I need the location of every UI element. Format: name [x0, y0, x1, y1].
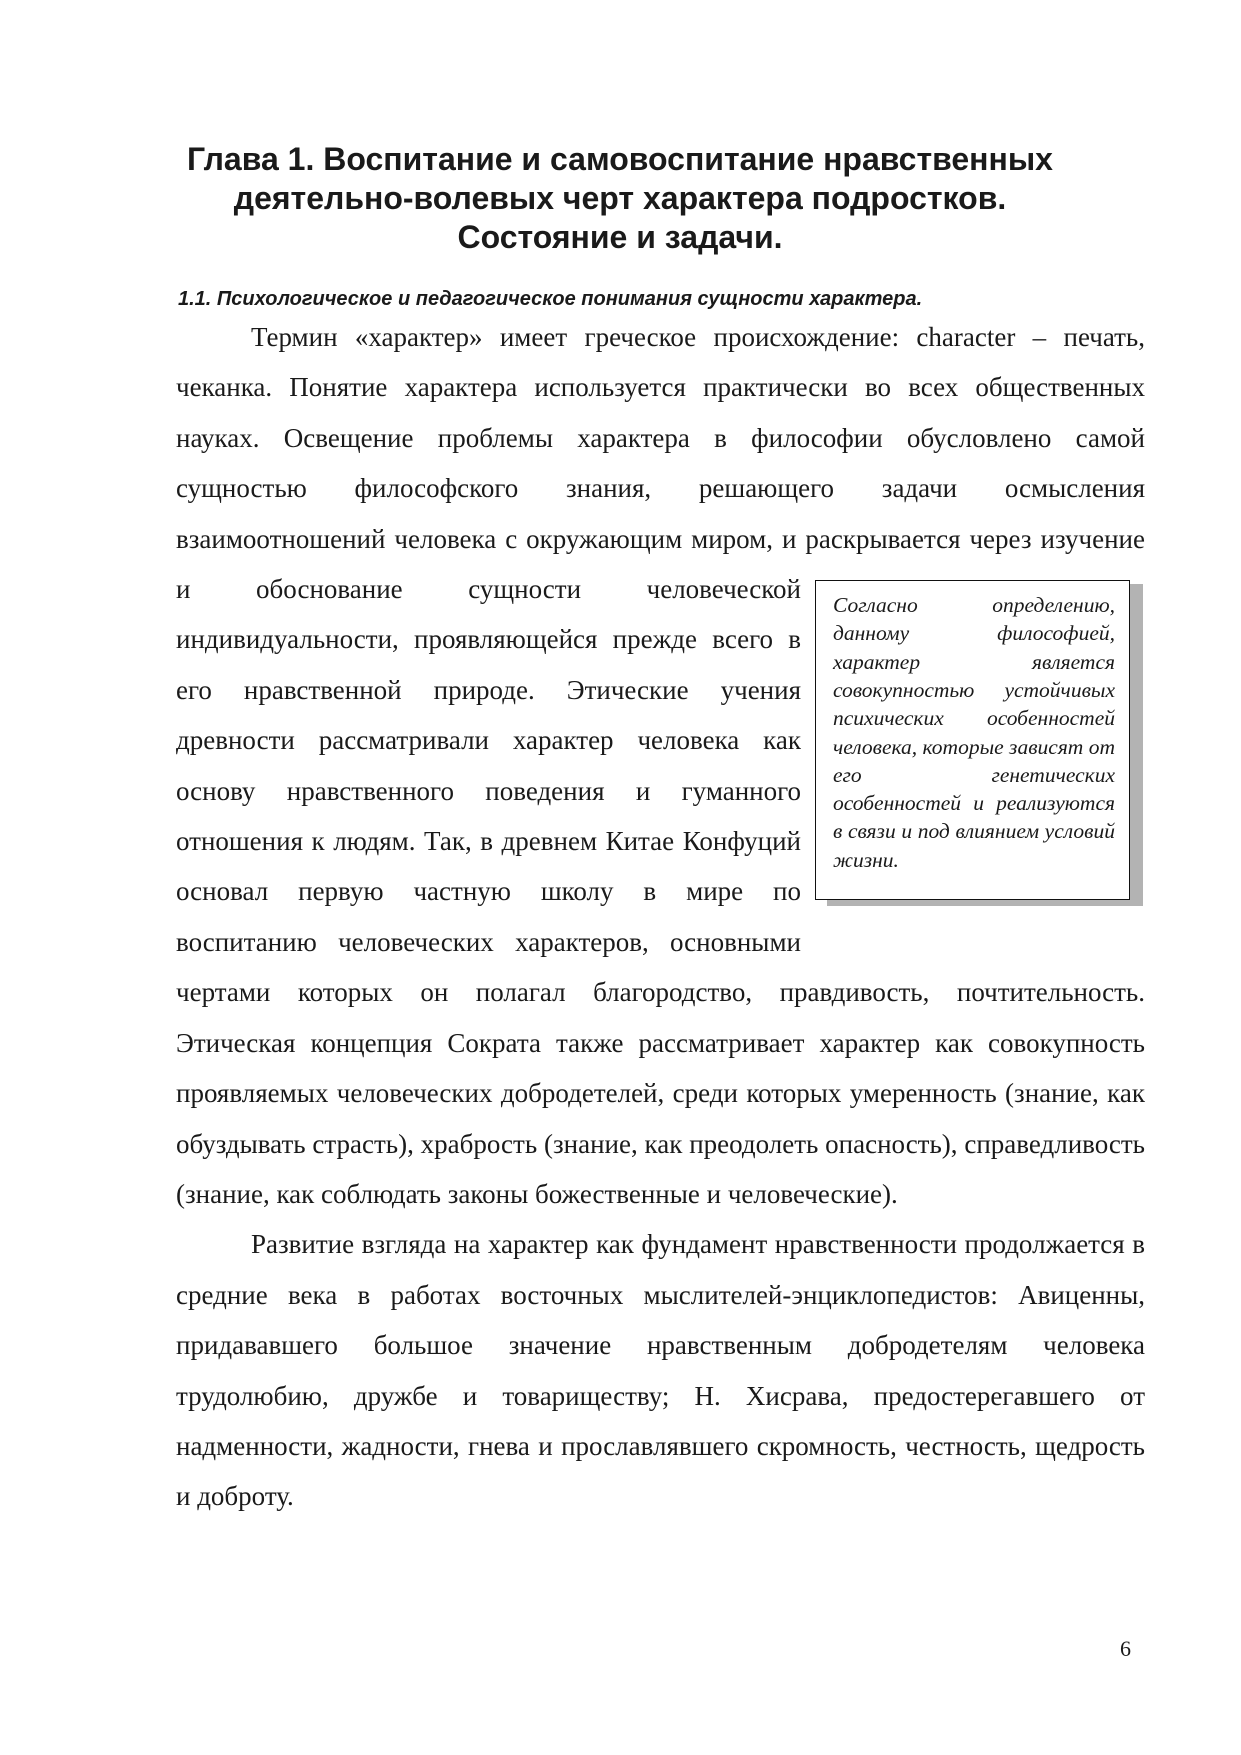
paragraph-2-text: Развитие взгляда на характер как фундамент нравственности продолжается в средние века в работах восточных мыслителей-энциклопедистов: Авиценны, придававшего большое значение нравственным добродетелям человека трудолюбию, дружбе и товариществу; Н. Хисрава, предостерегавшего от надменности, жадности, гнева и прославлявшего скромность, честность, щедрость и доброту.	[176, 1229, 1145, 1512]
chapter-title-line: Состояние и задачи.	[457, 219, 783, 255]
chapter-title-line: деятельно-волевых черт характера подростков.	[233, 180, 1007, 216]
paragraph-1-text: Термин «характер» имеет греческое происхождение: character – печать, чеканка. Понятие характера используется практически во всех общественных науках. Освещение проблемы характера в философии обусловлено самой сущностью философского знания, решающего задачи осмысления взаимоотношений человека с окружающим миром, и раскрывается через Согласно определению, данному философией, характер является совокупностью устойчивых психических особенностей человека, которые зависят от его генетических особенностей и реализуются в связи и под влиянием условий жизни. изучение и обоснование сущности человеческой индивидуальности, проявляющейся прежде всего в его нравственной природе. Этические учения древности рассматривали характер человека как основу нравственного поведения и гуманного отношения к людям. Так, в древнем Китае Конфуций основал первую частную школу в мире по воспитанию человеческих характеров, основными чертами которых он полагал благородство, правдивость, почтительность. Этическая концепция Сократа также рассматривает характер как совокупность проявляемых человеческих добродетелей, среди которых умеренность (знание, как обуздывать страсть), храбрость (знание, как преодолеть опасность), справедливость (знание, как соблюдать законы божественные и человеческие).	[176, 322, 1145, 1209]
chapter-title-line: Глава 1. Воспитание и самовоспитание нравственных	[187, 141, 1053, 177]
sidebar-text: Согласно определению, данному философией, характер является совокупностью устойчивых психических особенностей человека, которые зависят от его генетических особенностей и реализуются в связи и под влиянием условий жизни.	[815, 580, 1130, 900]
sidebar-callout	[815, 580, 1145, 920]
paragraph-1	[176, 312, 1145, 1219]
section-title: 1.1. Психологическое и педагогическое понимания сущности характера.	[178, 288, 923, 310]
body-text	[176, 312, 1145, 1522]
page-number: 6	[1120, 1636, 1131, 1661]
chapter-title	[150, 140, 1090, 257]
paragraph-2	[176, 1219, 1145, 1521]
